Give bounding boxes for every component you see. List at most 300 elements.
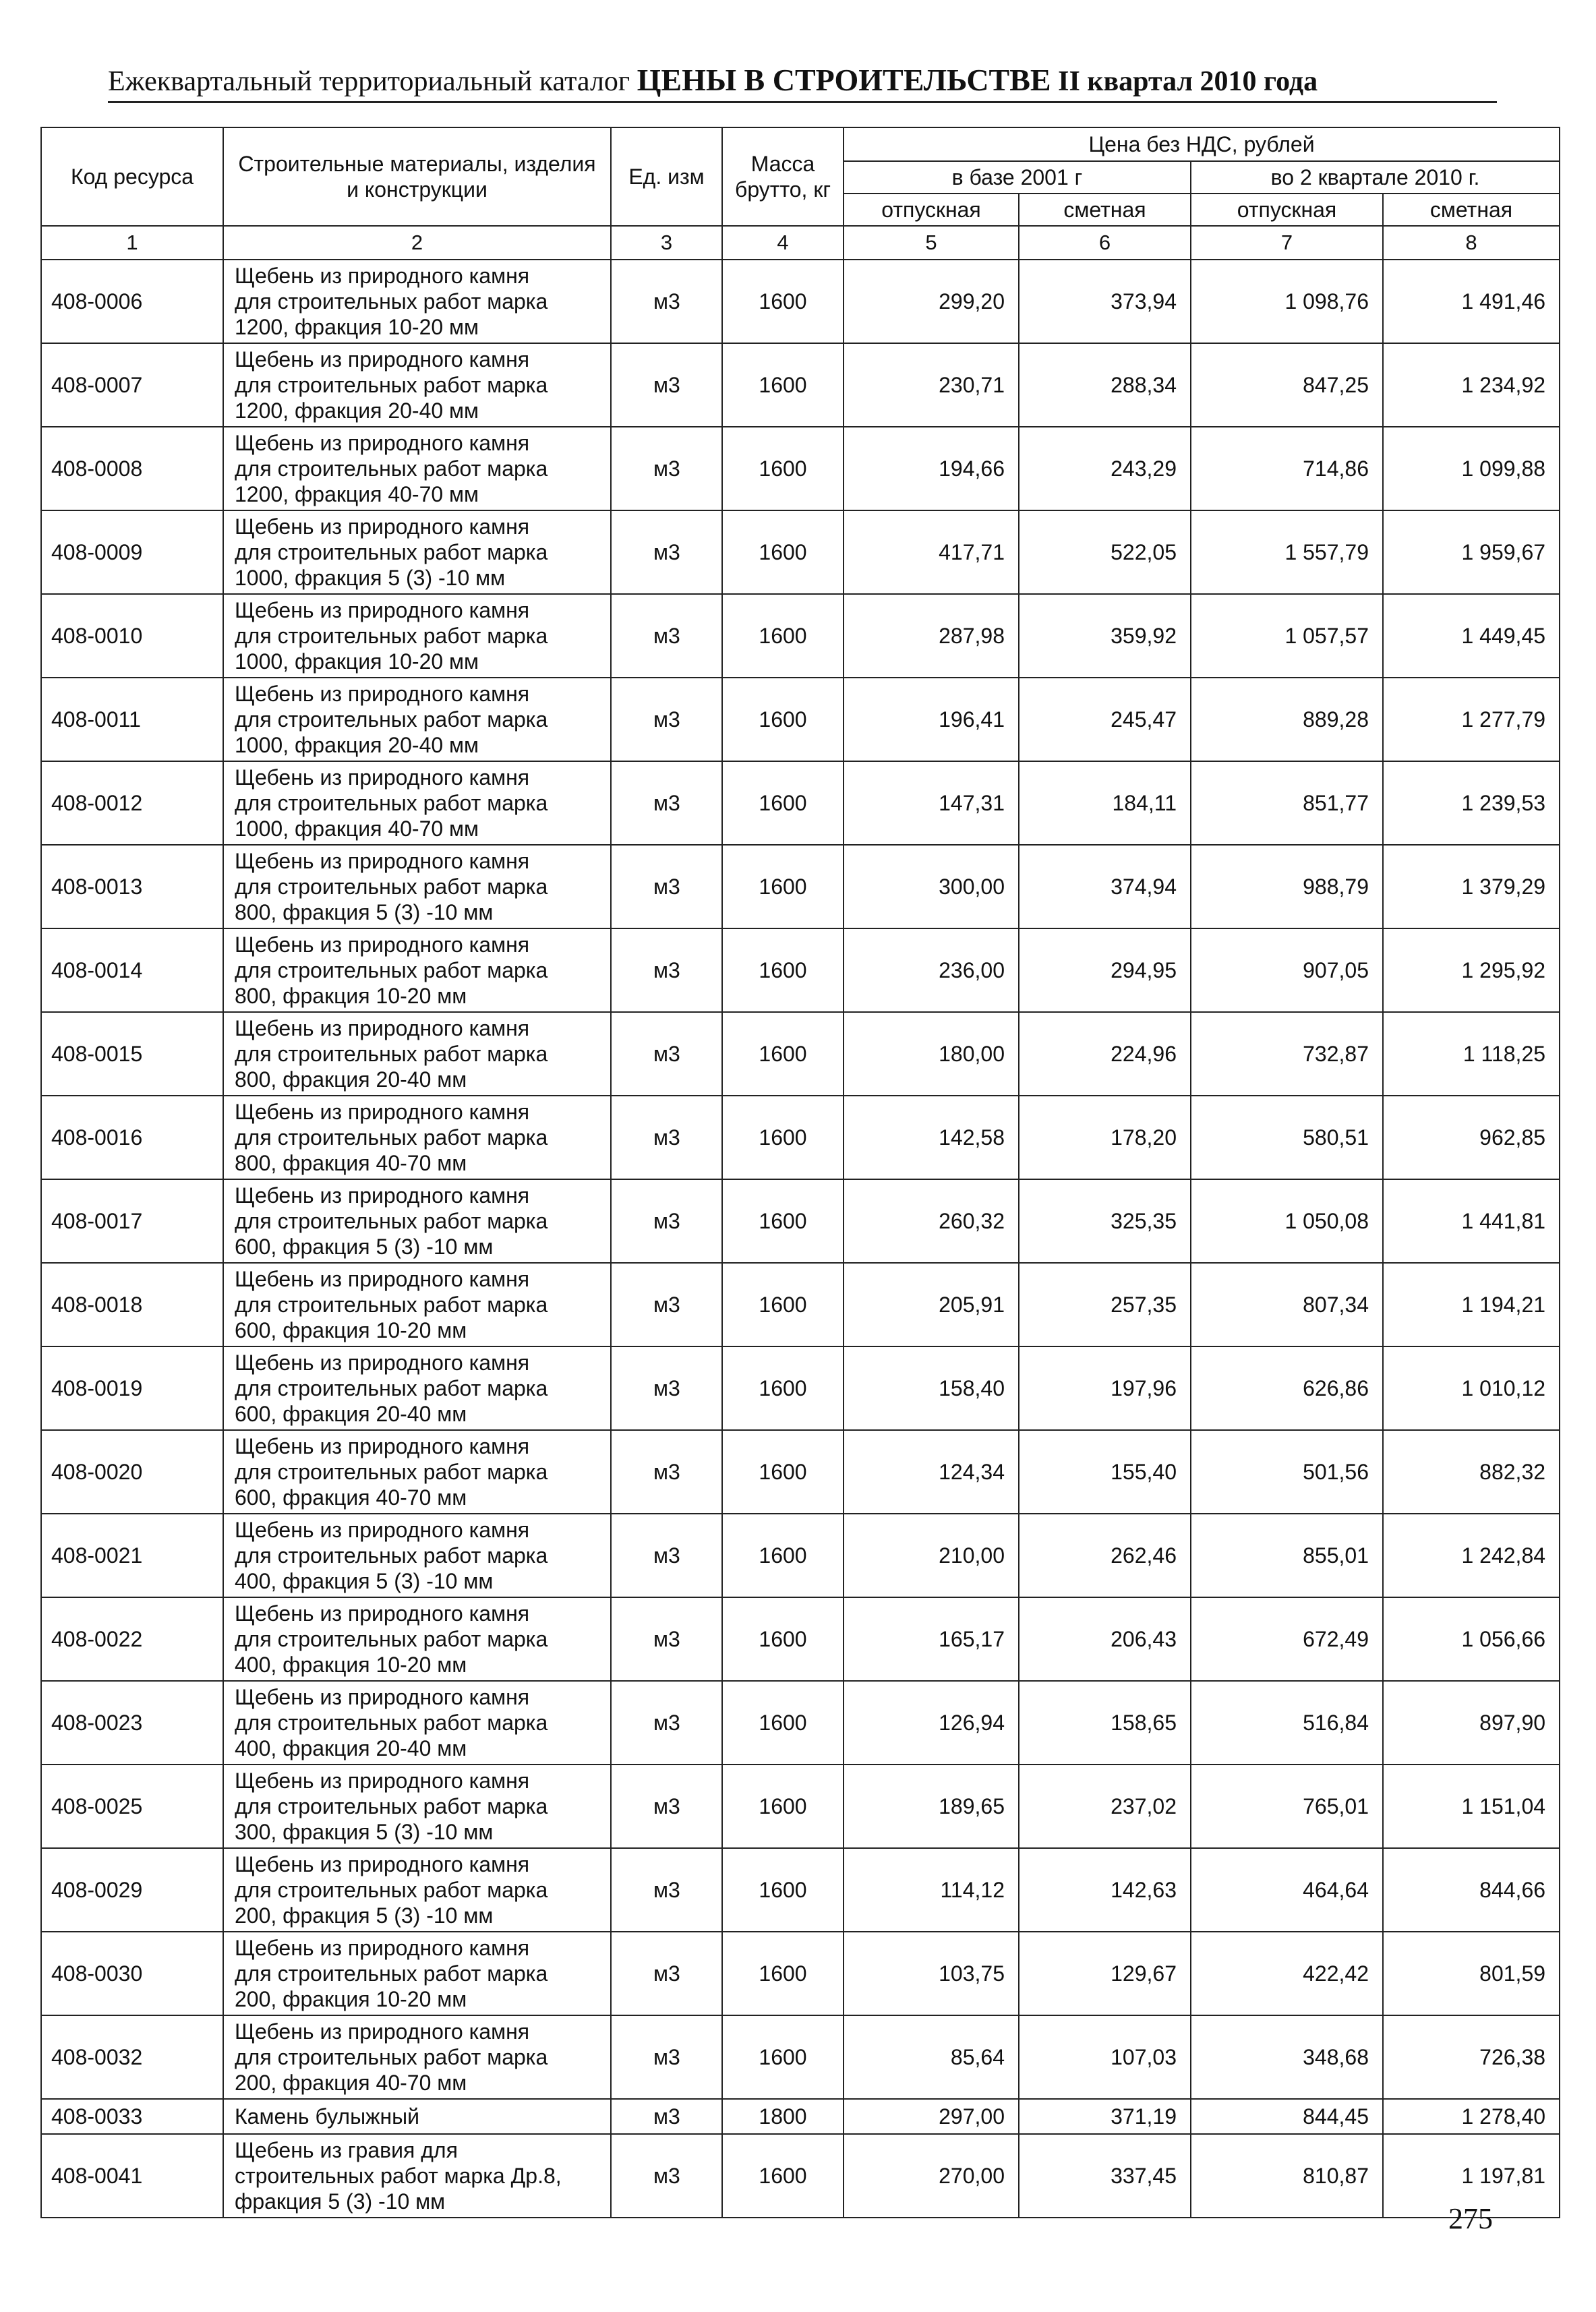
gross-mass: 1600: [722, 2134, 844, 2218]
price-estimate-2001: 288,34: [1019, 343, 1191, 427]
table-row: [41, 1179, 1560, 1263]
header-estimate-2010: сметная: [1383, 194, 1560, 226]
header-catalog-prefix: Ежеквартальный территориальный каталог: [108, 66, 630, 97]
description-line: для строительных работ марка: [235, 1878, 548, 1902]
description-line: Щебень из природного камня: [235, 1434, 530, 1458]
resource-code: 408-0011: [41, 678, 223, 761]
price-estimate-2010: 1 277,79: [1383, 678, 1560, 761]
description-line: 1200, фракция 10-20 мм: [235, 315, 479, 339]
unit: м3: [611, 1848, 722, 1932]
unit: м3: [611, 2099, 722, 2134]
price-retail-2001: 236,00: [844, 928, 1019, 1012]
price-retail-2010: 732,87: [1191, 1012, 1383, 1096]
unit: м3: [611, 1346, 722, 1430]
column-number: 1: [41, 226, 223, 260]
description-line: 600, фракция 20-40 мм: [235, 1402, 467, 1426]
price-retail-2010: 501,56: [1191, 1430, 1383, 1514]
resource-code: 408-0030: [41, 1932, 223, 2015]
description-line: 1000, фракция 10-20 мм: [235, 649, 479, 674]
description-line: для строительных работ марка: [235, 791, 548, 815]
resource-code: 408-0041: [41, 2134, 223, 2218]
price-retail-2001: 196,41: [844, 678, 1019, 761]
price-retail-2010: 1 057,57: [1191, 594, 1383, 678]
price-retail-2010: 844,45: [1191, 2099, 1383, 2134]
price-estimate-2001: 142,63: [1019, 1848, 1191, 1932]
description-line: фракция 5 (3) -10 мм: [235, 2189, 446, 2214]
description-line: для строительных работ марка: [235, 1376, 548, 1400]
resource-code: 408-0006: [41, 260, 223, 343]
gross-mass: 1600: [722, 594, 844, 678]
gross-mass: 1600: [722, 1096, 844, 1179]
material-description: [223, 678, 611, 761]
description-line: Щебень из природного камня: [235, 1685, 530, 1709]
price-estimate-2010: 1 197,81: [1383, 2134, 1560, 2218]
description-line: для строительных работ марка: [235, 707, 548, 732]
price-estimate-2001: 184,11: [1019, 761, 1191, 845]
column-number: 3: [611, 226, 722, 260]
header-year: 2010 года: [1200, 66, 1318, 97]
description-line: Щебень из природного камня: [235, 682, 530, 706]
gross-mass: 1800: [722, 2099, 844, 2134]
price-estimate-2001: 374,94: [1019, 845, 1191, 928]
material-description: [223, 1597, 611, 1681]
resource-code: 408-0033: [41, 2099, 223, 2134]
price-estimate-2010: 1 959,67: [1383, 510, 1560, 594]
description-line: для строительных работ марка: [235, 2045, 548, 2069]
price-retail-2001: 194,66: [844, 427, 1019, 510]
gross-mass: 1600: [722, 427, 844, 510]
price-estimate-2010: 844,66: [1383, 1848, 1560, 1932]
unit: м3: [611, 761, 722, 845]
header-q2-2010: во 2 квартале 2010 г.: [1191, 161, 1560, 194]
price-estimate-2010: 962,85: [1383, 1096, 1560, 1179]
price-retail-2001: 114,12: [844, 1848, 1019, 1932]
price-retail-2001: 180,00: [844, 1012, 1019, 1096]
unit: м3: [611, 2015, 722, 2099]
price-retail-2001: 142,58: [844, 1096, 1019, 1179]
description-line: Щебень из природного камня: [235, 1769, 530, 1793]
description-line: 600, фракция 10-20 мм: [235, 1318, 467, 1342]
description-line: 600, фракция 40-70 мм: [235, 1485, 467, 1510]
price-estimate-2001: 257,35: [1019, 1263, 1191, 1346]
material-description: [223, 761, 611, 845]
gross-mass: 1600: [722, 678, 844, 761]
description-line: для строительных работ марка: [235, 1543, 548, 1568]
price-estimate-2010: 1 449,45: [1383, 594, 1560, 678]
table-row: [41, 845, 1560, 928]
description-line: Щебень из природного камня: [235, 849, 530, 873]
table-body: [41, 260, 1560, 2218]
table-row: [41, 1430, 1560, 1514]
price-estimate-2001: 325,35: [1019, 1179, 1191, 1263]
description-line: Щебень из природного камня: [235, 1183, 530, 1208]
price-retail-2010: 907,05: [1191, 928, 1383, 1012]
description-line: строительных работ марка Др.8,: [235, 2164, 562, 2188]
price-estimate-2001: 371,19: [1019, 2099, 1191, 2134]
price-estimate-2010: 1 491,46: [1383, 260, 1560, 343]
table-row: [41, 1346, 1560, 1430]
material-description: [223, 1263, 611, 1346]
table-row: [41, 928, 1560, 1012]
gross-mass: 1600: [722, 1346, 844, 1430]
material-description: [223, 2015, 611, 2099]
header-catalog-name: ЦЕНЫ В СТРОИТЕЛЬСТВЕ: [637, 63, 1051, 97]
price-retail-2001: 126,94: [844, 1681, 1019, 1765]
resource-code: 408-0025: [41, 1765, 223, 1848]
column-number: 6: [1019, 226, 1191, 260]
price-estimate-2010: 1 234,92: [1383, 343, 1560, 427]
header-estimate-2001: сметная: [1019, 194, 1191, 226]
price-estimate-2010: 1 056,66: [1383, 1597, 1560, 1681]
description-line: 300, фракция 5 (3) -10 мм: [235, 1820, 494, 1844]
resource-code: 408-0017: [41, 1179, 223, 1263]
description-line: 1000, фракция 40-70 мм: [235, 817, 479, 841]
material-description: [223, 260, 611, 343]
gross-mass: 1600: [722, 1932, 844, 2015]
price-retail-2010: 672,49: [1191, 1597, 1383, 1681]
resource-code: 408-0032: [41, 2015, 223, 2099]
header-material: Строительные материалы, изделия и конструкции: [223, 127, 611, 226]
price-estimate-2010: 1 151,04: [1383, 1765, 1560, 1848]
price-retail-2010: 1 098,76: [1191, 260, 1383, 343]
price-retail-2010: 847,25: [1191, 343, 1383, 427]
gross-mass: 1600: [722, 928, 844, 1012]
price-estimate-2010: 1 118,25: [1383, 1012, 1560, 1096]
price-retail-2001: 270,00: [844, 2134, 1019, 2218]
material-description: [223, 343, 611, 427]
price-retail-2001: 165,17: [844, 1597, 1019, 1681]
price-retail-2001: 158,40: [844, 1346, 1019, 1430]
gross-mass: 1600: [722, 1012, 844, 1096]
price-retail-2010: 422,42: [1191, 1932, 1383, 2015]
material-description: [223, 1430, 611, 1514]
unit: м3: [611, 1263, 722, 1346]
price-estimate-2001: 178,20: [1019, 1096, 1191, 1179]
price-estimate-2010: 1 295,92: [1383, 928, 1560, 1012]
price-retail-2010: 516,84: [1191, 1681, 1383, 1765]
description-line: Щебень из природного камня: [235, 1852, 530, 1876]
description-line: Щебень из природного камня: [235, 932, 530, 957]
header-price-group: Цена без НДС, рублей: [844, 127, 1560, 161]
price-retail-2001: 299,20: [844, 260, 1019, 343]
material-description: [223, 594, 611, 678]
material-description: [223, 1848, 611, 1932]
price-estimate-2010: 1 239,53: [1383, 761, 1560, 845]
unit: м3: [611, 510, 722, 594]
table-row: [41, 1514, 1560, 1597]
unit: м3: [611, 1932, 722, 2015]
column-number: 8: [1383, 226, 1560, 260]
resource-code: 408-0008: [41, 427, 223, 510]
description-line: 200, фракция 5 (3) -10 мм: [235, 1903, 494, 1928]
gross-mass: 1600: [722, 510, 844, 594]
table-row: [41, 761, 1560, 845]
description-line: Щебень из природного камня: [235, 1601, 530, 1626]
description-line: Щебень из природного камня: [235, 431, 530, 455]
price-retail-2010: 889,28: [1191, 678, 1383, 761]
gross-mass: 1600: [722, 1848, 844, 1932]
price-retail-2001: 230,71: [844, 343, 1019, 427]
price-estimate-2010: 1 242,84: [1383, 1514, 1560, 1597]
unit: м3: [611, 2134, 722, 2218]
description-line: для строительных работ марка: [235, 958, 548, 982]
unit: м3: [611, 1096, 722, 1179]
price-estimate-2010: 726,38: [1383, 2015, 1560, 2099]
price-retail-2010: 626,86: [1191, 1346, 1383, 1430]
gross-mass: 1600: [722, 2015, 844, 2099]
unit: м3: [611, 343, 722, 427]
price-estimate-2001: 155,40: [1019, 1430, 1191, 1514]
price-estimate-2010: 882,32: [1383, 1430, 1560, 1514]
unit: м3: [611, 1179, 722, 1263]
description-line: Щебень из природного камня: [235, 264, 530, 288]
table-row: [41, 1681, 1560, 1765]
price-estimate-2001: 237,02: [1019, 1765, 1191, 1848]
price-estimate-2001: 107,03: [1019, 2015, 1191, 2099]
description-line: Щебень из гравия для: [235, 2138, 458, 2162]
column-number: 7: [1191, 226, 1383, 260]
material-description: [223, 1514, 611, 1597]
description-line: для строительных работ марка: [235, 456, 548, 481]
price-estimate-2001: 158,65: [1019, 1681, 1191, 1765]
resource-code: 408-0022: [41, 1597, 223, 1681]
description-line: для строительных работ марка: [235, 1042, 548, 1066]
price-retail-2010: 810,87: [1191, 2134, 1383, 2218]
price-estimate-2001: 245,47: [1019, 678, 1191, 761]
gross-mass: 1600: [722, 1263, 844, 1346]
table-row: [41, 594, 1560, 678]
price-estimate-2001: 197,96: [1019, 1346, 1191, 1430]
price-estimate-2001: 129,67: [1019, 1932, 1191, 2015]
price-retail-2001: 300,00: [844, 845, 1019, 928]
table-row: [41, 2134, 1560, 2218]
price-estimate-2010: 1 194,21: [1383, 1263, 1560, 1346]
header-unit: Ед. изм: [611, 127, 722, 226]
price-retail-2001: 210,00: [844, 1514, 1019, 1597]
unit: м3: [611, 1430, 722, 1514]
resource-code: 408-0021: [41, 1514, 223, 1597]
price-retail-2001: 287,98: [844, 594, 1019, 678]
column-number-row: [41, 226, 1560, 260]
gross-mass: 1600: [722, 1765, 844, 1848]
table-row: [41, 427, 1560, 510]
description-line: 200, фракция 40-70 мм: [235, 2071, 467, 2095]
description-line: Камень булыжный: [235, 2104, 420, 2129]
description-line: Щебень из природного камня: [235, 1936, 530, 1960]
price-estimate-2001: 337,45: [1019, 2134, 1191, 2218]
unit: м3: [611, 427, 722, 510]
description-line: Щебень из природного камня: [235, 765, 530, 790]
price-estimate-2001: 224,96: [1019, 1012, 1191, 1096]
description-line: 600, фракция 5 (3) -10 мм: [235, 1235, 494, 1259]
material-description: [223, 1012, 611, 1096]
material-description: [223, 510, 611, 594]
description-line: 1000, фракция 20-40 мм: [235, 733, 479, 757]
description-line: для строительных работ марка: [235, 540, 548, 564]
price-estimate-2010: 1 441,81: [1383, 1179, 1560, 1263]
table-row: [41, 1012, 1560, 1096]
price-estimate-2010: 897,90: [1383, 1681, 1560, 1765]
table-row: [41, 678, 1560, 761]
unit: м3: [611, 594, 722, 678]
price-estimate-2010: 1 099,88: [1383, 427, 1560, 510]
unit: м3: [611, 1597, 722, 1681]
description-line: для строительных работ марка: [235, 875, 548, 899]
table-row: [41, 1263, 1560, 1346]
table-row: [41, 1932, 1560, 2015]
description-line: 1200, фракция 20-40 мм: [235, 398, 479, 423]
material-description: [223, 1765, 611, 1848]
description-line: Щебень из природного камня: [235, 598, 530, 622]
description-line: Щебень из природного камня: [235, 1100, 530, 1124]
resource-code: 408-0014: [41, 928, 223, 1012]
price-retail-2010: 464,64: [1191, 1848, 1383, 1932]
gross-mass: 1600: [722, 1430, 844, 1514]
description-line: 1200, фракция 40-70 мм: [235, 482, 479, 506]
price-retail-2001: 124,34: [844, 1430, 1019, 1514]
price-estimate-2001: 262,46: [1019, 1514, 1191, 1597]
header-retail-2001: отпускная: [844, 194, 1019, 226]
resource-code: 408-0020: [41, 1430, 223, 1514]
price-retail-2001: 189,65: [844, 1765, 1019, 1848]
price-estimate-2010: 1 278,40: [1383, 2099, 1560, 2134]
price-estimate-2001: 206,43: [1019, 1597, 1191, 1681]
resource-code: 408-0016: [41, 1096, 223, 1179]
unit: м3: [611, 678, 722, 761]
price-retail-2010: 851,77: [1191, 761, 1383, 845]
material-description: [223, 2134, 611, 2218]
gross-mass: 1600: [722, 1179, 844, 1263]
price-estimate-2001: 243,29: [1019, 427, 1191, 510]
gross-mass: 1600: [722, 1597, 844, 1681]
column-number: 2: [223, 226, 611, 260]
description-line: 800, фракция 5 (3) -10 мм: [235, 900, 494, 924]
resource-code: 408-0018: [41, 1263, 223, 1346]
price-retail-2010: 807,34: [1191, 1263, 1383, 1346]
header-retail-2010: отпускная: [1191, 194, 1383, 226]
description-line: для строительных работ марка: [235, 1125, 548, 1150]
description-line: 800, фракция 20-40 мм: [235, 1067, 467, 1092]
material-description: [223, 1681, 611, 1765]
price-retail-2001: 417,71: [844, 510, 1019, 594]
material-description: [223, 1346, 611, 1430]
gross-mass: 1600: [722, 260, 844, 343]
price-estimate-2001: 522,05: [1019, 510, 1191, 594]
table-row: [41, 1848, 1560, 1932]
table-row: [41, 2099, 1560, 2134]
description-line: 800, фракция 10-20 мм: [235, 984, 467, 1008]
column-number: 4: [722, 226, 844, 260]
price-retail-2001: 260,32: [844, 1179, 1019, 1263]
table-row: [41, 1765, 1560, 1848]
table-row: [41, 510, 1560, 594]
description-line: 400, фракция 20-40 мм: [235, 1736, 467, 1760]
description-line: для строительных работ марка: [235, 1711, 548, 1735]
description-line: 200, фракция 10-20 мм: [235, 1987, 467, 2011]
page-header: [108, 62, 1497, 98]
description-line: для строительных работ марка: [235, 1209, 548, 1233]
price-retail-2010: 348,68: [1191, 2015, 1383, 2099]
unit: м3: [611, 1012, 722, 1096]
material-description: [223, 2099, 611, 2134]
gross-mass: 1600: [722, 761, 844, 845]
price-retail-2001: 205,91: [844, 1263, 1019, 1346]
table-row: [41, 2015, 1560, 2099]
unit: м3: [611, 1681, 722, 1765]
material-description: [223, 1096, 611, 1179]
price-estimate-2010: 1 010,12: [1383, 1346, 1560, 1430]
gross-mass: 1600: [722, 1681, 844, 1765]
price-estimate-2001: 294,95: [1019, 928, 1191, 1012]
description-line: 400, фракция 10-20 мм: [235, 1653, 467, 1677]
description-line: для строительных работ марка: [235, 1627, 548, 1651]
resource-code: 408-0019: [41, 1346, 223, 1430]
unit: м3: [611, 1765, 722, 1848]
description-line: для строительных работ марка: [235, 1794, 548, 1818]
price-retail-2001: 147,31: [844, 761, 1019, 845]
page-number: 275: [1448, 2202, 1493, 2235]
price-retail-2010: 988,79: [1191, 845, 1383, 928]
material-description: [223, 427, 611, 510]
description-line: 800, фракция 40-70 мм: [235, 1151, 467, 1175]
header-quarter: II квартал: [1058, 66, 1193, 97]
resource-code: 408-0007: [41, 343, 223, 427]
resource-code: 408-0012: [41, 761, 223, 845]
resource-code: 408-0029: [41, 1848, 223, 1932]
gross-mass: 1600: [722, 1514, 844, 1597]
price-table: [40, 127, 1560, 2218]
header-code: Код ресурса: [41, 127, 223, 226]
description-line: для строительных работ марка: [235, 1961, 548, 1986]
description-line: Щебень из природного камня: [235, 1016, 530, 1040]
description-line: для строительных работ марка: [235, 624, 548, 648]
description-line: Щебень из природного камня: [235, 514, 530, 539]
price-estimate-2010: 1 379,29: [1383, 845, 1560, 928]
table-row: [41, 260, 1560, 343]
resource-code: 408-0015: [41, 1012, 223, 1096]
material-description: [223, 1179, 611, 1263]
header-mass: Масса брутто, кг: [722, 127, 844, 226]
resource-code: 408-0009: [41, 510, 223, 594]
description-line: для строительных работ марка: [235, 1460, 548, 1484]
description-line: Щебень из природного камня: [235, 347, 530, 372]
column-number: 5: [844, 226, 1019, 260]
unit: м3: [611, 845, 722, 928]
price-retail-2001: 297,00: [844, 2099, 1019, 2134]
unit: м3: [611, 1514, 722, 1597]
description-line: Щебень из природного камня: [235, 1267, 530, 1291]
price-retail-2010: 855,01: [1191, 1514, 1383, 1597]
price-retail-2010: 580,51: [1191, 1096, 1383, 1179]
table-row: [41, 343, 1560, 427]
table-row: [41, 1597, 1560, 1681]
description-line: для строительных работ марка: [235, 373, 548, 397]
material-description: [223, 928, 611, 1012]
price-estimate-2010: 801,59: [1383, 1932, 1560, 2015]
unit: м3: [611, 928, 722, 1012]
description-line: для строительных работ марка: [235, 1293, 548, 1317]
price-retail-2010: 1 557,79: [1191, 510, 1383, 594]
price-retail-2010: 765,01: [1191, 1765, 1383, 1848]
description-line: 400, фракция 5 (3) -10 мм: [235, 1569, 494, 1593]
unit: м3: [611, 260, 722, 343]
header-base-2001: в базе 2001 г: [844, 161, 1191, 194]
price-retail-2010: 714,86: [1191, 427, 1383, 510]
material-description: [223, 845, 611, 928]
material-description: [223, 1932, 611, 2015]
gross-mass: 1600: [722, 343, 844, 427]
price-retail-2001: 85,64: [844, 2015, 1019, 2099]
